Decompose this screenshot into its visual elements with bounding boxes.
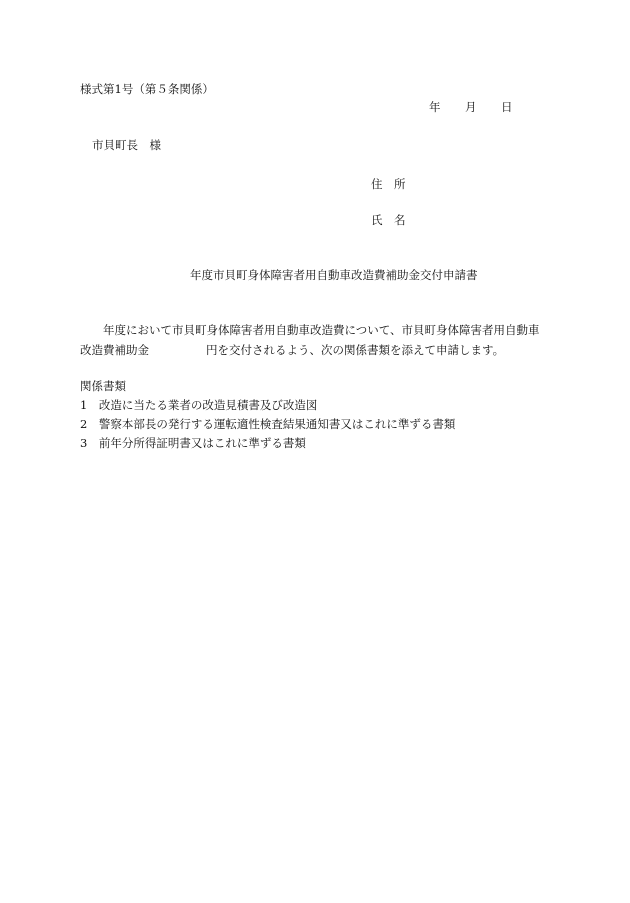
related-document-item: 2 警察本部長の発行する運転適性検査結果通知書又はこれに準ずる書類 bbox=[80, 417, 456, 431]
date-year-label: 年 bbox=[429, 100, 441, 114]
recipient: 市貝町長 様 bbox=[92, 138, 161, 152]
related-document-item: 3 前年分所得証明書又はこれに準ずる書類 bbox=[80, 436, 306, 450]
body-line-1: 年度において市貝町身体障害者用自動車改造費について、市貝町身体障害者用自動車 bbox=[103, 323, 540, 337]
related-documents-heading: 関係書類 bbox=[80, 379, 126, 393]
name-label: 氏 名 bbox=[371, 213, 406, 227]
date-month-label: 月 bbox=[465, 100, 477, 114]
body-line-2 bbox=[80, 343, 504, 357]
address-label: 住 所 bbox=[371, 177, 406, 191]
related-document-item: 1 改造に当たる業者の改造見積書及び改造図 bbox=[80, 398, 318, 412]
body-request-text: 円を交付されるよう、次の関係書類を添えて申請します。 bbox=[206, 343, 505, 357]
date-day-label: 日 bbox=[501, 100, 513, 114]
body-subsidy-label: 改造費補助金 bbox=[80, 343, 149, 357]
form-number: 様式第1号（第５条関係） bbox=[80, 82, 214, 96]
document-title: 年度市貝町身体障害者用自動車改造費補助金交付申請書 bbox=[190, 268, 478, 282]
